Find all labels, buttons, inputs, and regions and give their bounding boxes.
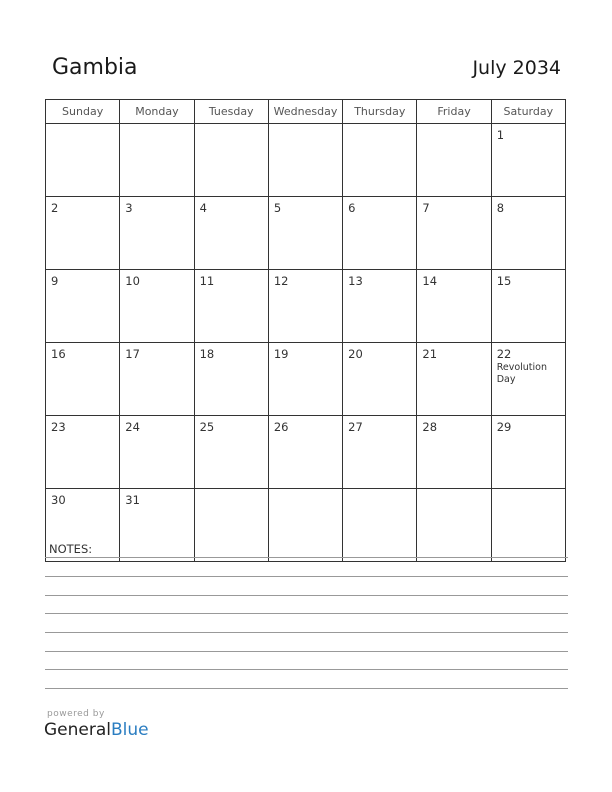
day-number: 27 bbox=[348, 420, 363, 434]
day-cell[interactable] bbox=[46, 416, 120, 489]
day-number: 21 bbox=[422, 347, 438, 361]
brand-general: General bbox=[44, 720, 111, 740]
day-cell[interactable] bbox=[417, 489, 491, 562]
day-cell[interactable] bbox=[491, 489, 565, 562]
powered-by-text: powered by bbox=[47, 709, 105, 719]
day-number: 11 bbox=[199, 274, 215, 288]
day-cell[interactable] bbox=[491, 124, 565, 197]
weekday-header: Saturday bbox=[491, 100, 565, 124]
day-cell[interactable] bbox=[268, 270, 342, 343]
day-cell[interactable] bbox=[343, 416, 417, 489]
day-number: 4 bbox=[199, 201, 207, 215]
day-cell[interactable] bbox=[194, 343, 268, 416]
day-cell[interactable] bbox=[491, 197, 565, 270]
note-line bbox=[45, 669, 568, 670]
weekday-header: Tuesday bbox=[194, 100, 268, 124]
day-cell[interactable] bbox=[268, 343, 342, 416]
day-cell[interactable] bbox=[46, 197, 120, 270]
day-cell[interactable] bbox=[343, 197, 417, 270]
day-cell[interactable] bbox=[194, 197, 268, 270]
day-number: 2 bbox=[51, 201, 59, 215]
day-cell[interactable] bbox=[268, 489, 342, 562]
day-number: 23 bbox=[51, 420, 66, 434]
weekday-header: Wednesday bbox=[268, 100, 342, 124]
day-number: 20 bbox=[348, 347, 363, 361]
day-cell[interactable] bbox=[120, 197, 194, 270]
day-number: 22 bbox=[496, 347, 512, 361]
day-number: 29 bbox=[496, 420, 512, 434]
day-number: 7 bbox=[422, 201, 430, 215]
note-line bbox=[45, 688, 568, 689]
day-number: 17 bbox=[125, 347, 140, 361]
week-row bbox=[46, 489, 566, 562]
day-cell[interactable] bbox=[120, 489, 194, 562]
day-cell[interactable] bbox=[343, 270, 417, 343]
day-cell[interactable] bbox=[417, 124, 491, 197]
day-number: 26 bbox=[273, 420, 289, 434]
day-cell[interactable] bbox=[120, 270, 194, 343]
day-number: 30 bbox=[51, 493, 66, 507]
brand-blue: Blue bbox=[111, 720, 149, 740]
day-number: 18 bbox=[199, 347, 215, 361]
day-number: 31 bbox=[125, 493, 140, 507]
note-line bbox=[45, 595, 568, 596]
brand-logo[interactable] bbox=[44, 720, 149, 740]
day-cell[interactable] bbox=[268, 124, 342, 197]
day-number: 12 bbox=[273, 274, 289, 288]
day-cell[interactable] bbox=[120, 124, 194, 197]
day-cell[interactable] bbox=[120, 343, 194, 416]
note-line bbox=[45, 557, 568, 558]
day-cell[interactable] bbox=[343, 124, 417, 197]
day-number: 24 bbox=[125, 420, 140, 434]
day-number: 1 bbox=[496, 128, 505, 142]
note-line bbox=[45, 651, 568, 652]
day-cell[interactable] bbox=[268, 197, 342, 270]
day-number: 14 bbox=[422, 274, 438, 288]
week-row bbox=[46, 197, 566, 270]
day-cell[interactable] bbox=[194, 489, 268, 562]
day-number: 25 bbox=[199, 420, 215, 434]
day-cell[interactable] bbox=[343, 489, 417, 562]
week-row bbox=[46, 124, 566, 197]
day-number: 8 bbox=[496, 201, 505, 215]
month-year-title: July 2034 bbox=[472, 57, 561, 79]
day-cell[interactable] bbox=[417, 197, 491, 270]
day-number: 9 bbox=[51, 274, 59, 288]
day-number: 19 bbox=[273, 347, 289, 361]
day-number: 3 bbox=[125, 201, 133, 215]
day-cell[interactable] bbox=[491, 270, 565, 343]
weekday-header-row bbox=[46, 100, 566, 124]
day-cell[interactable] bbox=[491, 343, 565, 416]
note-line bbox=[45, 632, 568, 633]
day-number: 15 bbox=[496, 274, 512, 288]
week-row bbox=[46, 343, 566, 416]
note-line bbox=[45, 613, 568, 614]
day-number: 6 bbox=[348, 201, 356, 215]
day-cell[interactable] bbox=[417, 416, 491, 489]
country-title: Gambia bbox=[52, 55, 138, 80]
holiday-label: Revolution Day bbox=[496, 362, 547, 385]
day-cell[interactable] bbox=[417, 270, 491, 343]
day-cell[interactable] bbox=[46, 124, 120, 197]
weekday-header: Friday bbox=[417, 100, 491, 124]
day-number: 5 bbox=[273, 201, 282, 215]
day-cell[interactable] bbox=[194, 124, 268, 197]
day-cell[interactable] bbox=[46, 343, 120, 416]
day-number: 10 bbox=[125, 274, 140, 288]
day-cell[interactable] bbox=[268, 416, 342, 489]
week-row bbox=[46, 416, 566, 489]
notes-label: NOTES: bbox=[49, 542, 93, 556]
day-cell[interactable] bbox=[194, 270, 268, 343]
weekday-header: Thursday bbox=[343, 100, 417, 124]
calendar-grid bbox=[45, 99, 566, 562]
day-number: 28 bbox=[422, 420, 438, 434]
day-cell[interactable] bbox=[491, 416, 565, 489]
day-number: 16 bbox=[51, 347, 66, 361]
note-line bbox=[45, 576, 568, 577]
day-cell[interactable] bbox=[343, 343, 417, 416]
day-cell[interactable] bbox=[417, 343, 491, 416]
week-row bbox=[46, 270, 566, 343]
weekday-header: Sunday bbox=[46, 100, 120, 124]
weekday-header: Monday bbox=[120, 100, 194, 124]
day-cell[interactable] bbox=[120, 416, 194, 489]
day-cell[interactable] bbox=[194, 416, 268, 489]
day-cell[interactable] bbox=[46, 270, 120, 343]
day-number: 13 bbox=[348, 274, 363, 288]
